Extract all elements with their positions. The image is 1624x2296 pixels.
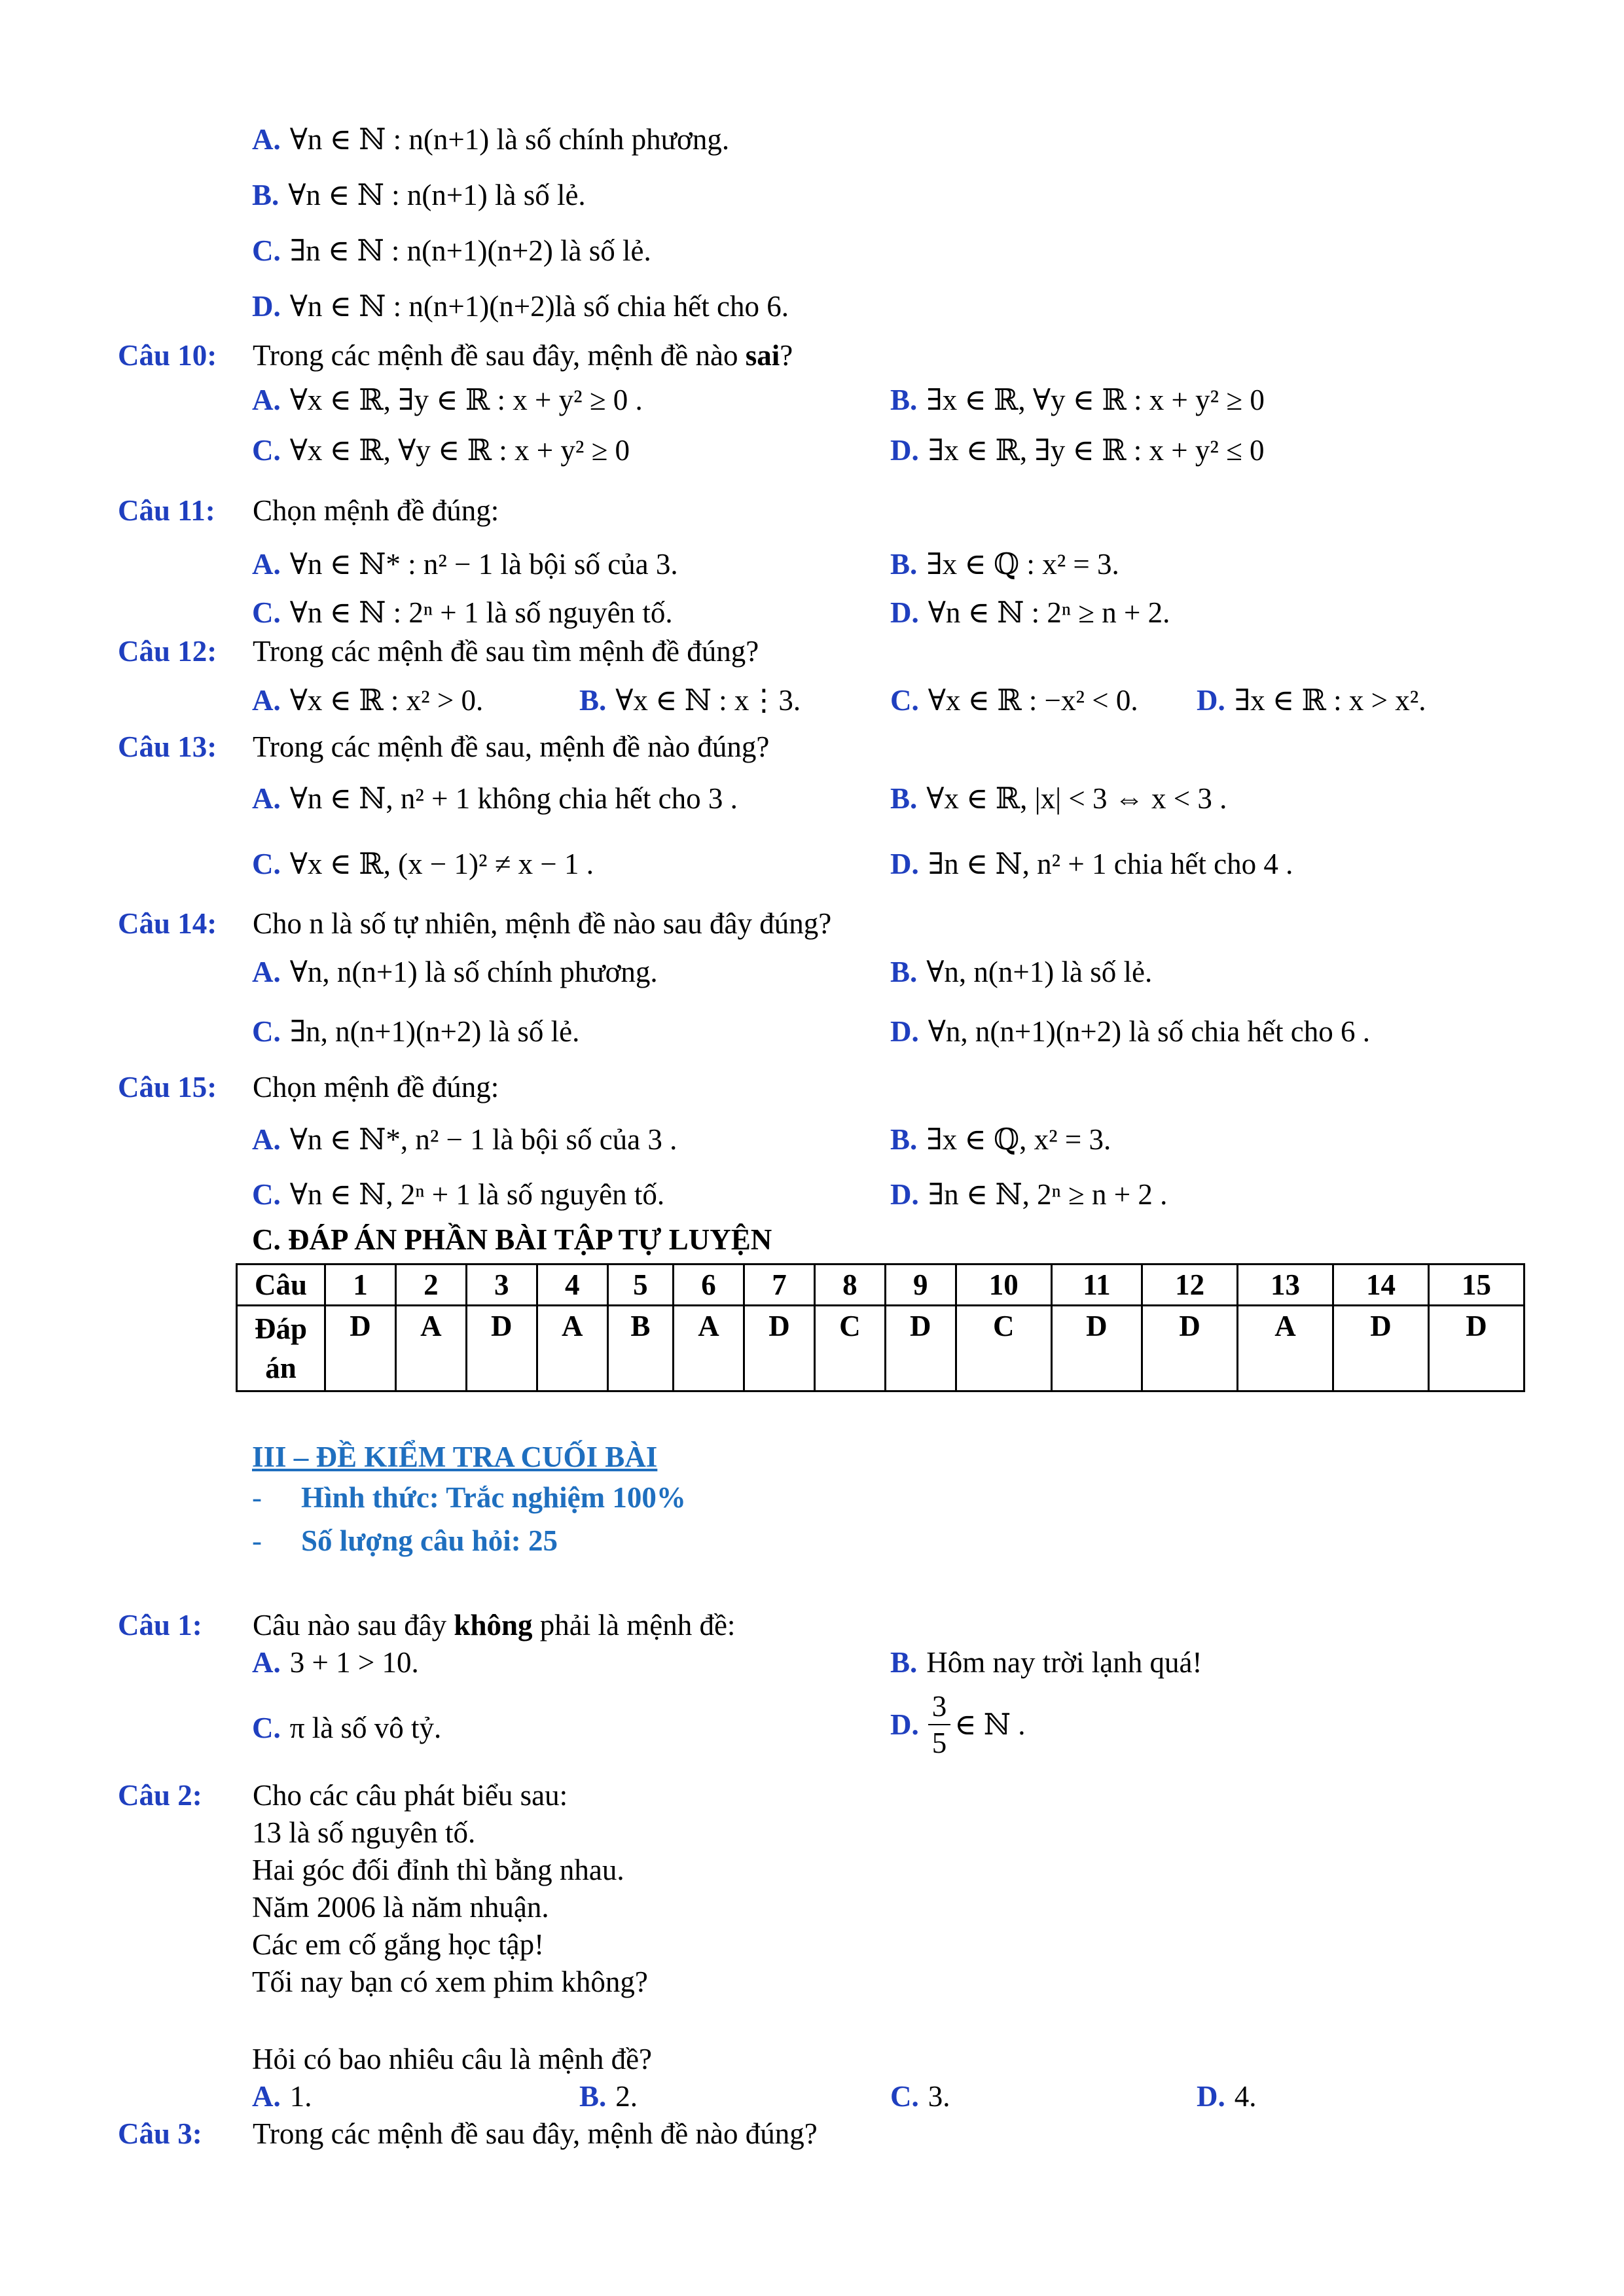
question-number-cell: 3 [466, 1265, 537, 1306]
option-label: D. [890, 1178, 919, 1211]
option-label: D. [1197, 684, 1225, 717]
question-stem: Trong các mệnh đề sau, mệnh đề nào đúng? [253, 730, 770, 763]
question-stem-end: phải là mệnh đề: [532, 1609, 736, 1641]
bullet-dash: - [252, 1481, 262, 1514]
option-text: ∀n ∈ ℕ : 2ⁿ ≥ n + 2. [928, 596, 1170, 629]
question-number-cell: 7 [744, 1265, 814, 1306]
option-label: A. [252, 548, 281, 581]
answer-cell: C [956, 1306, 1051, 1391]
option-text: ∀x ∈ ℝ, ∃y ∈ ℝ : x + y² ≥ 0 . [289, 384, 643, 416]
option-label: C. [252, 1015, 281, 1048]
fraction [928, 1689, 951, 1761]
option-a [252, 2078, 312, 2115]
option-text: ∃n ∈ ℕ : n(n+1)(n+2) là số lẻ. [289, 234, 651, 267]
answer-cell: C [814, 1306, 885, 1391]
question-number-cell: 14 [1333, 1265, 1428, 1306]
option-text: ∀n ∈ ℕ : n(n+1) là số chính phương. [289, 123, 730, 156]
option-b [890, 954, 1152, 990]
option-label: B. [890, 956, 918, 988]
option-c [252, 432, 630, 469]
option-label: D. [890, 1708, 919, 1741]
question-stem-emphasis: không [454, 1609, 533, 1641]
option-label: D. [890, 1015, 919, 1048]
option-a [252, 954, 658, 990]
option-text: ∀x ∈ ℝ : −x² < 0. [928, 684, 1138, 717]
option-a [252, 1121, 677, 1158]
question-number: Câu 10: [118, 339, 217, 372]
answer-cell: D [325, 1306, 396, 1391]
answer-cell: D [744, 1306, 814, 1391]
option-label: D. [890, 434, 919, 467]
option-text: ∈ ℕ . [954, 1708, 1026, 1741]
option-b [890, 546, 1119, 583]
answer-cell: A [395, 1306, 466, 1391]
option-b [890, 382, 1265, 418]
question-stem-emphasis: sai [745, 339, 780, 372]
option-text: 4. [1234, 2080, 1257, 2113]
answer-cell: A [674, 1306, 744, 1391]
answer-cell: D [1428, 1306, 1524, 1391]
question-11 [118, 492, 499, 529]
question-number: Câu 14: [118, 907, 217, 940]
option-c [252, 594, 673, 631]
option-text: ∃x ∈ ℝ, ∃y ∈ ℝ : x + y² ≤ 0 [928, 434, 1265, 467]
test-question-3 [118, 2115, 818, 2152]
option-text: ∀n ∈ ℕ : n(n+1)(n+2)là số chia hết cho 6. [289, 290, 789, 323]
bullet-format [252, 1480, 686, 1515]
option-label: A. [252, 1646, 281, 1679]
option-text: ∀n ∈ ℕ, 2ⁿ + 1 là số nguyên tố. [289, 1178, 665, 1211]
option-label: A. [252, 2080, 281, 2113]
option-a [252, 780, 738, 817]
option-c [252, 232, 651, 269]
option-label: C. [890, 684, 919, 717]
answer-cell: D [1142, 1306, 1238, 1391]
option-text: ∀n ∈ ℕ, n² + 1 không chia hết cho 3 . [289, 782, 738, 815]
option-c [252, 1176, 664, 1213]
row-label: Đáp án [237, 1306, 325, 1391]
option-text: 3 + 1 > 10. [289, 1646, 419, 1679]
question-12 [118, 633, 759, 670]
option-c [252, 1710, 441, 1746]
option-text: 3. [928, 2080, 950, 2113]
question-stem: Trong các mệnh đề sau tìm mệnh đề đúng? [253, 635, 759, 668]
option-text: ∀n ∈ ℕ : 2ⁿ + 1 là số nguyên tố. [289, 596, 673, 629]
option-label: B. [890, 782, 918, 815]
option-text: 2. [615, 2080, 638, 2113]
answer-cell: D [1051, 1306, 1142, 1391]
question-stem: Trong các mệnh đề sau đây, mệnh đề nào đúng? [253, 2117, 818, 2150]
option-label: D. [252, 290, 281, 323]
question-stem: Câu nào sau đây [253, 1609, 454, 1641]
answer-cell: A [537, 1306, 607, 1391]
option-label: B. [252, 179, 280, 211]
option-a [252, 1644, 419, 1681]
question-number: Câu 12: [118, 635, 217, 668]
answer-cell: D [466, 1306, 537, 1391]
option-b [252, 177, 586, 213]
option-label: A. [252, 684, 281, 717]
statement-line: Năm 2006 là năm nhuận. [252, 1891, 549, 1924]
statement-line: Các em cố gắng học tập! [252, 1928, 545, 1961]
option-c [890, 2078, 950, 2115]
question-15 [118, 1069, 499, 1105]
option-label: C. [252, 1712, 281, 1744]
option-text: ∃x ∈ ℝ, ∀y ∈ ℝ : x + y² ≥ 0 [926, 384, 1265, 416]
option-d [890, 1013, 1370, 1050]
option-b [890, 780, 1227, 817]
answer-cell: D [885, 1306, 956, 1391]
option-d [890, 594, 1170, 631]
option-a [252, 382, 643, 418]
question-stem: Cho n là số tự nhiên, mệnh đề nào sau đây đúng? [253, 907, 832, 940]
answer-table [236, 1263, 1525, 1392]
option-text: ∃x ∈ ℝ : x > x². [1234, 684, 1426, 717]
option-text: π là số vô tỷ. [289, 1712, 442, 1744]
question-number-cell: 10 [956, 1265, 1051, 1306]
option-text: ∀x ∈ ℝ, (x − 1)² ≠ x − 1 . [289, 848, 594, 880]
option-label: A. [252, 123, 281, 156]
option-label: B. [890, 384, 918, 416]
statement-line: Hai góc đối đỉnh thì bằng nhau. [252, 1854, 624, 1886]
answer-cell: D [1333, 1306, 1428, 1391]
option-a [252, 546, 678, 583]
question-number: Câu 15: [118, 1071, 217, 1103]
option-label: D. [1197, 2080, 1225, 2113]
option-d [1197, 2078, 1257, 2115]
statement-line: 13 là số nguyên tố. [252, 1816, 476, 1849]
question-number-cell: 12 [1142, 1265, 1238, 1306]
section-title: III – ĐỀ KIỂM TRA CUỐI BÀI [252, 1441, 658, 1473]
option-d [890, 1176, 1167, 1213]
bullet-count [252, 1524, 558, 1558]
option-b [579, 2078, 638, 2115]
option-text: ∀n ∈ ℕ : n(n+1) là số lẻ. [288, 179, 586, 211]
option-label: B. [890, 1646, 918, 1679]
question-number: Câu 2: [118, 1779, 202, 1812]
option-text: Hôm nay trời lạnh quá! [926, 1646, 1202, 1679]
statement-line: Tối nay bạn có xem phim không? [252, 1965, 648, 1998]
answer-cell: B [607, 1306, 673, 1391]
question-14 [118, 905, 831, 942]
option-b [579, 682, 801, 719]
option-text: ∃n ∈ ℕ, n² + 1 chia hết cho 4 . [928, 848, 1293, 880]
answer-cell: A [1238, 1306, 1333, 1391]
option-d [890, 1689, 1025, 1761]
question-number-cell: 15 [1428, 1265, 1524, 1306]
question-number-cell: 1 [325, 1265, 396, 1306]
test-question-1 [118, 1607, 735, 1643]
option-label: B. [890, 548, 918, 581]
option-text: ∃x ∈ ℚ : x² = 3. [926, 548, 1119, 581]
bullet-dash: - [252, 1524, 262, 1557]
fraction-denominator: 5 [931, 1727, 947, 1759]
option-text: ∃n ∈ ℕ, 2ⁿ ≥ n + 2 . [928, 1178, 1168, 1211]
test-question-2 [118, 1777, 568, 1814]
fraction-numerator: 3 [928, 1689, 951, 1725]
question-number: Câu 13: [118, 730, 217, 763]
option-text: ∀n ∈ ℕ*, n² − 1 là bội số của 3 . [289, 1123, 677, 1156]
option-b [890, 1644, 1202, 1681]
option-text: ∃x ∈ ℚ, x² = 3. [926, 1123, 1111, 1156]
question-13 [118, 728, 769, 765]
bullet-text: Hình thức: Trắc nghiệm 100% [301, 1481, 686, 1514]
option-label: C. [252, 434, 281, 467]
option-label: C. [252, 596, 281, 629]
option-b [890, 1121, 1111, 1158]
option-d [1197, 682, 1426, 719]
option-d [252, 288, 789, 325]
option-text: ∀x ∈ ℝ : x² > 0. [289, 684, 484, 717]
question-number-cell: 4 [537, 1265, 607, 1306]
question-number-cell: 13 [1238, 1265, 1333, 1306]
question-number-cell: 8 [814, 1265, 885, 1306]
option-d [890, 846, 1293, 882]
option-a [252, 121, 729, 158]
question-number-cell: 2 [395, 1265, 466, 1306]
bullet-text: Số lượng câu hỏi: 25 [301, 1524, 558, 1557]
option-text: ∀n ∈ ℕ* : n² − 1 là bội số của 3. [289, 548, 678, 581]
option-text: ∀x ∈ ℕ : x⋮3. [615, 684, 801, 717]
option-text: 1. [289, 2080, 312, 2113]
question-number-cell: 9 [885, 1265, 956, 1306]
option-label: A. [252, 956, 281, 988]
answer-heading: C. ĐÁP ÁN PHẦN BÀI TẬP TỰ LUYỆN [252, 1223, 772, 1256]
question-stem: Cho các câu phát biểu sau: [253, 1779, 568, 1812]
option-c [252, 1013, 579, 1050]
option-label: A. [252, 1123, 281, 1156]
answer-table-row-numbers [237, 1265, 1525, 1306]
option-label: B. [579, 2080, 607, 2113]
option-label: C. [252, 1178, 281, 1211]
option-label: A. [252, 782, 281, 815]
option-label: C. [252, 234, 281, 267]
option-label: B. [890, 1123, 918, 1156]
option-c [252, 846, 594, 882]
question-stem: Trong các mệnh đề sau đây, mệnh đề nào [253, 339, 746, 372]
option-text: ∃n, n(n+1)(n+2) là số lẻ. [289, 1015, 580, 1048]
question-number: Câu 1: [118, 1609, 202, 1641]
option-text: ∀n, n(n+1)(n+2) là số chia hết cho 6 . [928, 1015, 1370, 1048]
question-number: Câu 11: [118, 494, 215, 527]
option-label: D. [890, 596, 919, 629]
option-c [890, 682, 1138, 719]
question-stem: Chọn mệnh đề đúng: [253, 494, 499, 527]
row-label: Câu [237, 1265, 325, 1306]
option-text: ∀x ∈ ℝ, |x| < 3 ⇔ x < 3 . [926, 782, 1227, 815]
question-number-cell: 11 [1051, 1265, 1142, 1306]
question-stem: Chọn mệnh đề đúng: [253, 1071, 499, 1103]
option-label: C. [252, 848, 281, 880]
question-prompt: Hỏi có bao nhiêu câu là mệnh đề? [252, 2043, 653, 2075]
option-text: ∀x ∈ ℝ, ∀y ∈ ℝ : x + y² ≥ 0 [289, 434, 630, 467]
option-d [890, 432, 1265, 469]
option-text: ∀n, n(n+1) là số lẻ. [926, 956, 1153, 988]
question-number-cell: 5 [607, 1265, 673, 1306]
question-number: Câu 3: [118, 2117, 202, 2150]
option-label: A. [252, 384, 281, 416]
question-10 [118, 337, 793, 374]
option-a [252, 682, 483, 719]
question-number-cell: 6 [674, 1265, 744, 1306]
answer-table-row-answers [237, 1306, 1525, 1391]
option-text: ∀n, n(n+1) là số chính phương. [289, 956, 658, 988]
option-label: B. [579, 684, 607, 717]
option-label: D. [890, 848, 919, 880]
question-stem-end: ? [780, 339, 793, 372]
option-label: C. [890, 2080, 919, 2113]
